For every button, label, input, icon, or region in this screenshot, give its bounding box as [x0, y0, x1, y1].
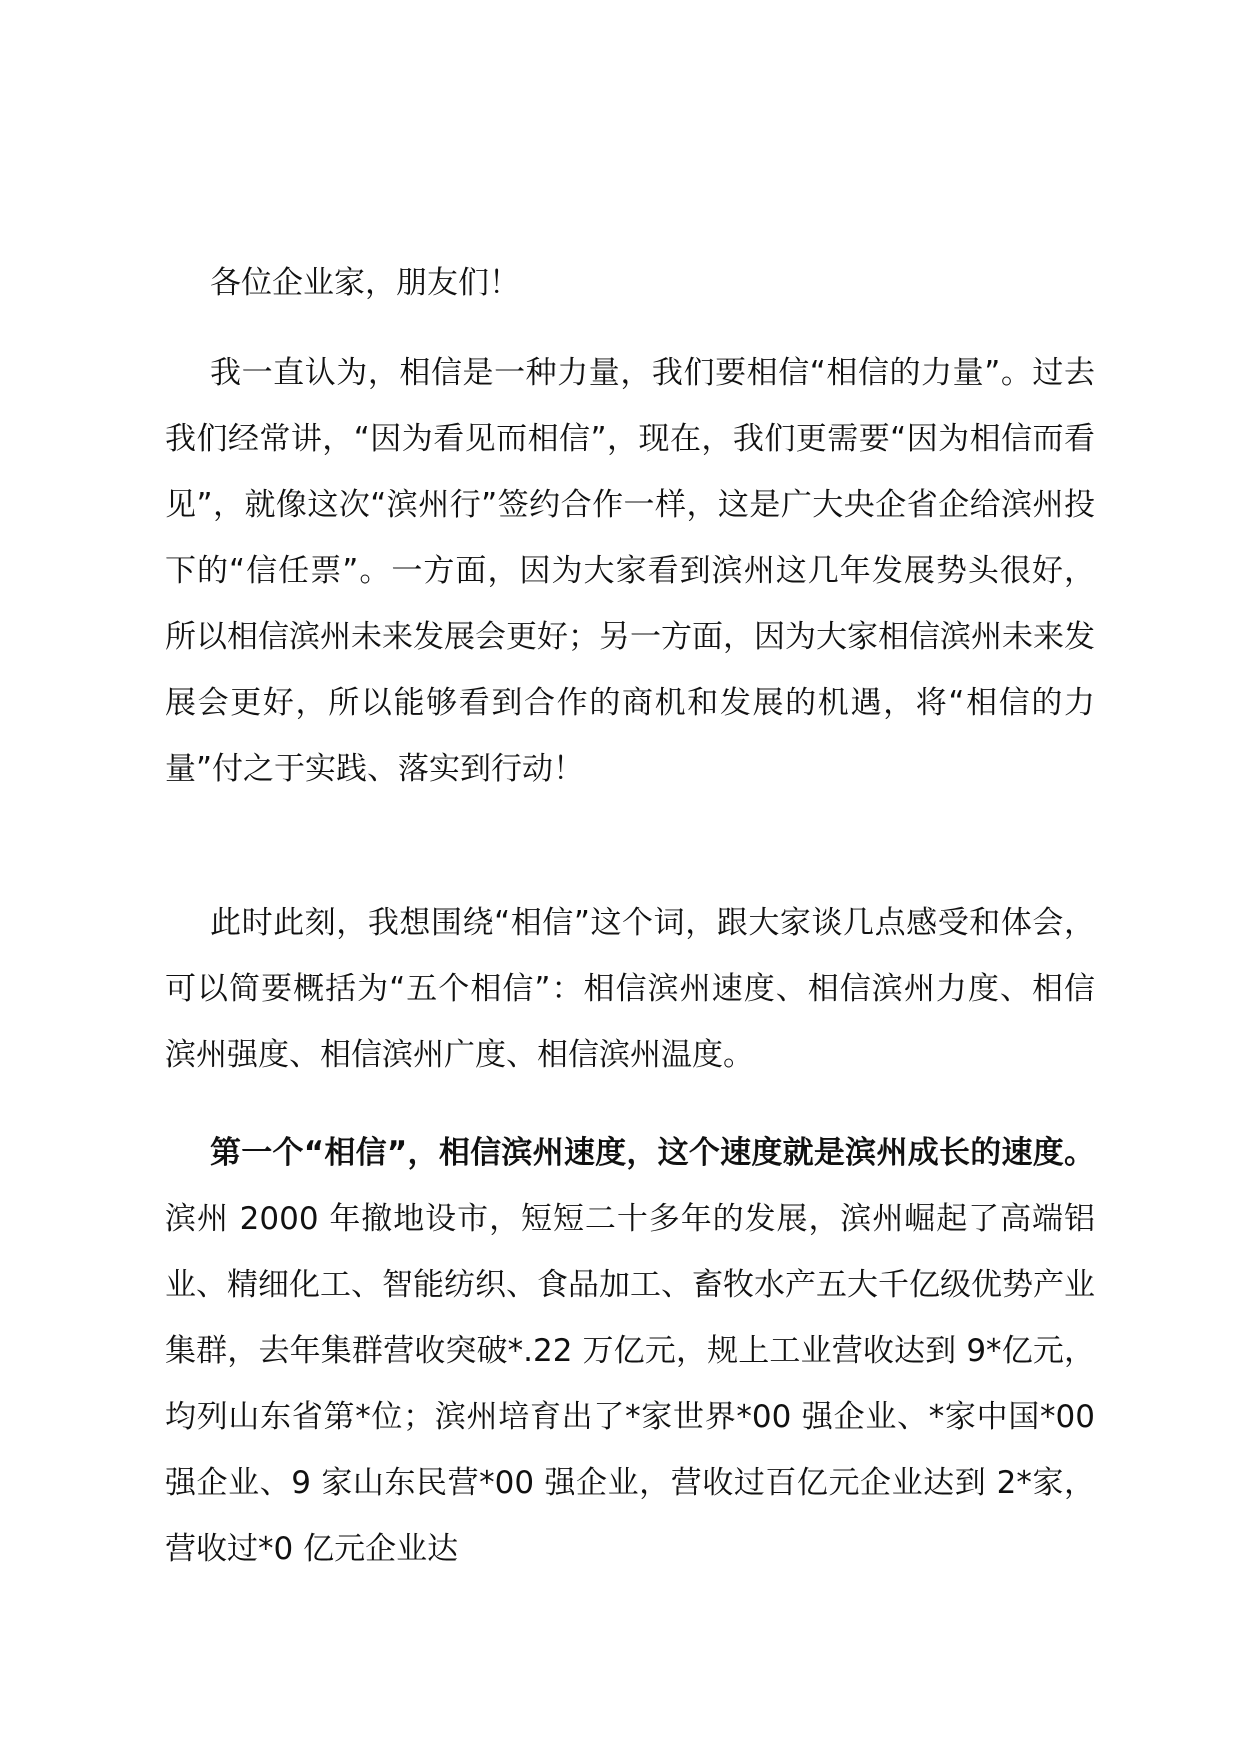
paragraph-heading: 第一个“相信”，相信滨州速度，这个速度就是滨州成长的速度。 — [210, 1135, 1095, 1171]
paragraph-body: 滨州 2000 年撤地设市，短短二十多年的发展，滨州崛起了高端铝业、精细化工、智能纺织、食品加工、畜牧水产五大千亿级优势产业集群，去年集群营收突破*.22 万亿元，规上工业营收达到 9*亿元，均列山东省第*位；滨州培育出了*家世界*00 强企业、*家中国*00 强企业、9 家山东民营*00 强企业，营收过百亿元企业达到 2*家，营收过*0 亿元企业达 — [165, 1201, 1095, 1567]
paragraph-five-beliefs: 此时此刻，我想围绕“相信”这个词，跟大家谈几点感受和体会，可以简要概括为“五个相信”：相信滨州速度、相信滨州力度、相信滨州强度、相信滨州广度、相信滨州温度。 — [165, 905, 1095, 1073]
paragraph-binzhou-speed — [165, 1120, 1095, 1582]
paragraph-belief-power: 我一直认为，相信是一种力量，我们要相信“相信的力量”。过去我们经常讲，“因为看见而相信”，现在，我们更需要“因为相信而看见”，就像这次“滨州行”签约合作一样，这是广大央企省企给滨州投下的“信任票”。一方面，因为大家看到滨州这几年发展势头很好，所以相信滨州未来发展会更好；另一方面，因为大家相信滨州未来发展会更好，所以能够看到合作的商机和发展的机遇，将“相信的力量”付之于实践、落实到行动！ — [165, 355, 1095, 787]
greeting: 各位企业家，朋友们！ — [210, 265, 520, 301]
